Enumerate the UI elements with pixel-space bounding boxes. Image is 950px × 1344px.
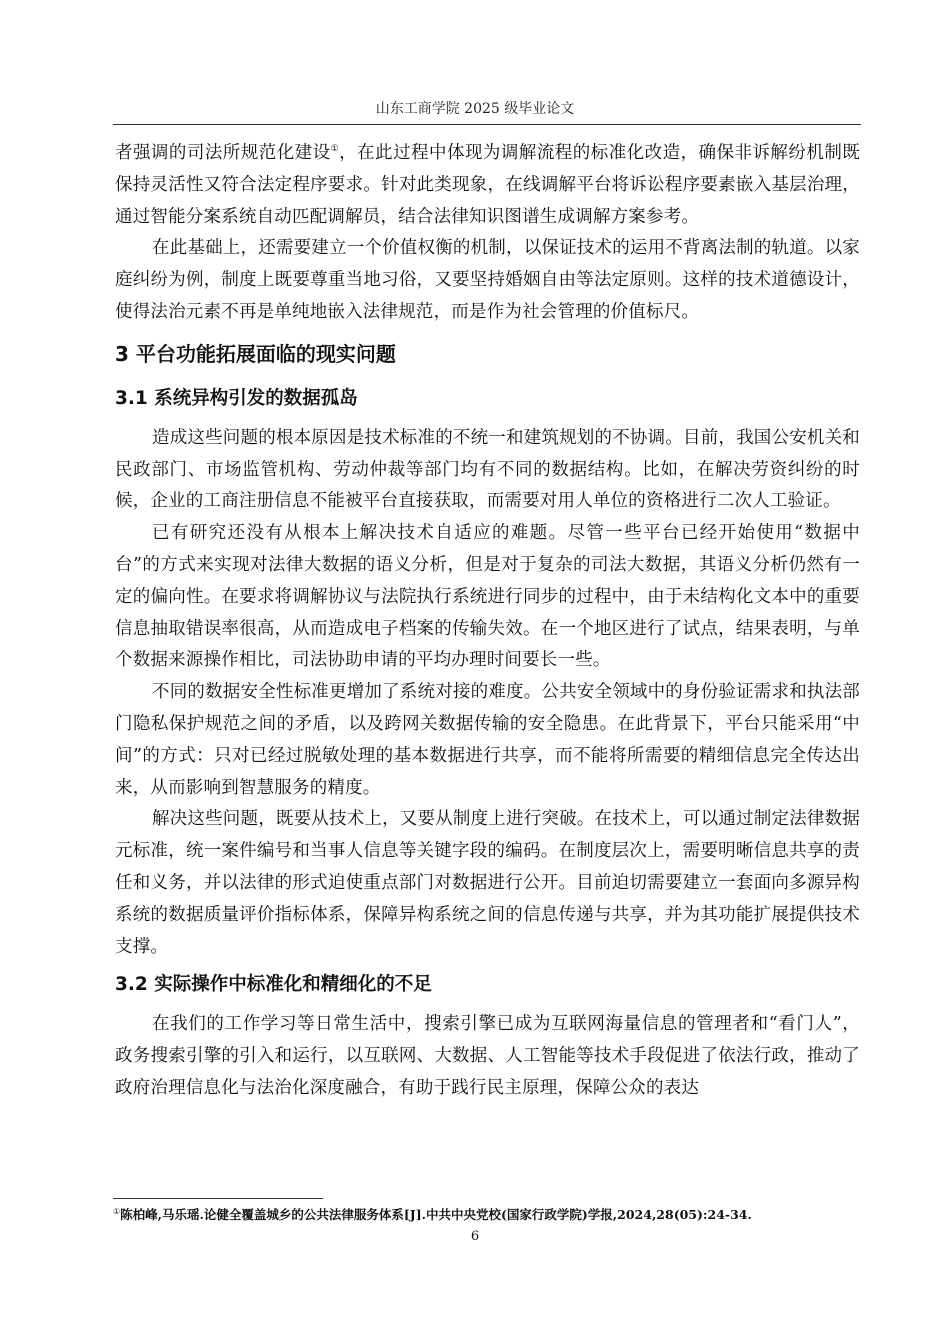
paragraph-4: 已有研究还没有从根本上解决技术自适应的难题。尽管一些平台已经开始使用“数据中台”的方式来实现对法律大数据的语义分析，但是对于复杂的司法大数据，其语义分析仍然有一定的偏向性。在要求将调解协议与法院执行系统进行同步的过程中，由于未结构化文本中的重要信息抽取错误率很高，从而造成电子档案的传输失效。在一个地区进行了试点，结果表明，与单个数据来源操作相比，司法协助申请的平均办理时间要长一些。 xyxy=(115,523,860,671)
paragraph-1-rest: ，在此过程中体现为调解流程的标准化改造，确保非诉解纷机制既保持灵活性又符合法定程序要求。针对此类现象，在线调解平台将诉讼程序要素嵌入基层治理，通过智能分案系统自动匹配调解员，结合法律知识图谱生成调解方案参考。 xyxy=(115,143,860,227)
paragraph-1 xyxy=(115,138,860,233)
section-3-2-heading: 3.2 实际操作中标准化和精细化的不足 xyxy=(115,974,432,996)
footnote-divider xyxy=(113,1198,323,1199)
footnote-marker: ① xyxy=(113,1206,121,1216)
paragraph-2: 在此基础上，还需要建立一个价值权衡的机制，以保证技术的运用不背离法制的轨道。以家庭纠纷为例，制度上既要尊重当地习俗，又要坚持婚姻自由等法定原则。这样的技术道德设计，使得法治元素不再是单纯地嵌入法律规范，而是作为社会管理的价值标尺。 xyxy=(115,238,860,322)
body-text xyxy=(115,138,860,1105)
page-number: 6 xyxy=(470,1229,480,1244)
paragraph-7: 在我们的工作学习等日常生活中，搜索引擎已成为互联网海量信息的管理者和“看门人”，政务搜索引擎的引入和运行，以互联网、大数据、人工智能等技术手段促进了依法行政，推动了政府治理信息化与法治化深度融合，有助于践行民主原理，保障公众的表达 xyxy=(115,1014,860,1098)
footnote xyxy=(113,1206,873,1224)
header-divider xyxy=(113,124,861,125)
footnote-reference-marker[interactable]: ① xyxy=(330,144,340,155)
footnote-text: 陈柏峰,马乐瑶.论健全覆盖城乡的公共法律服务体系[J].中共中央党校(国家行政学院)学报,2024,28(05):24-34. xyxy=(120,1207,752,1222)
paragraph-5: 不同的数据安全性标准更增加了系统对接的难度。公共安全领域中的身份验证需求和执法部门隐私保护规范之间的矛盾，以及跨网关数据传输的安全隐患。在此背景下，平台只能采用“中间”的方式：只对已经过脱敏处理的基本数据进行共享，而不能将所需要的精细信息完全传达出来，从而影响到智慧服务的精度。 xyxy=(115,682,860,798)
paragraph-6: 解决这些问题，既要从技术上，又要从制度上进行突破。在技术上，可以通过制定法律数据元标准，统一案件编号和当事人信息等关键字段的编码。在制度层次上，需要明晰信息共享的责任和义务，并以法律的形式迫使重点部门对数据进行公开。目前迫切需要建立一套面向多源异构系统的数据质量评价指标体系，保障异构系统之间的信息传递与共享，并为其功能扩展提供技术支撑。 xyxy=(115,809,860,957)
paragraph-1-start: 者强调的司法所规范化建设 xyxy=(115,143,331,163)
paragraph-3: 造成这些问题的根本原因是技术标准的不统一和建筑规划的不协调。目前，我国公安机关和民政部门、市场监管机构、劳动仲裁等部门均有不同的数据结构。比如，在解决劳资纠纷的时候，企业的工商注册信息不能被平台直接获取，而需要对用人单位的资格进行二次人工验证。 xyxy=(115,427,860,512)
section-3-heading: 3 平台功能拓展面临的现实问题 xyxy=(115,341,396,366)
running-header: 山东工商学院 2025 级毕业论文 xyxy=(375,101,575,117)
section-3-1-heading: 3.1 系统异构引发的数据孤岛 xyxy=(115,387,358,409)
